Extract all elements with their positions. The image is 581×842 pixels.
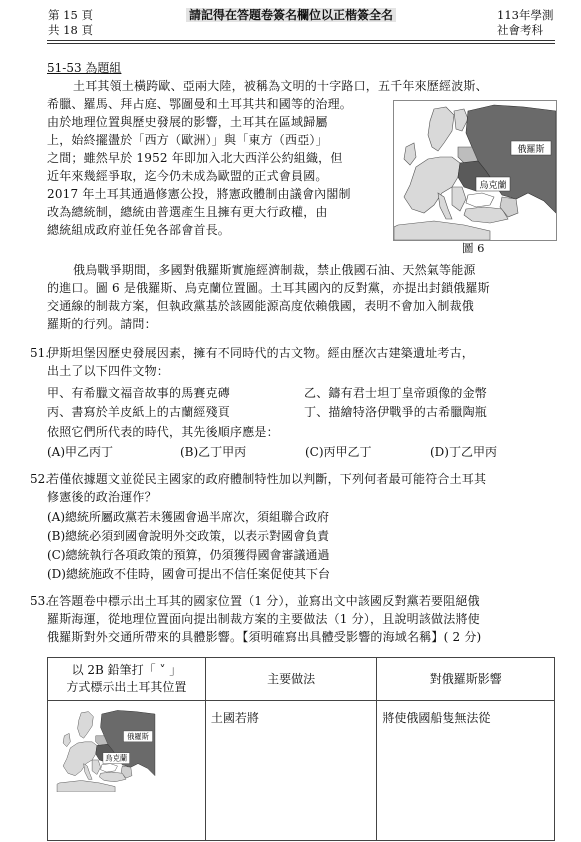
header-rule-top (47, 40, 555, 41)
q51-stem-line-1: 伊斯坦堡因歷史發展因素，擁有不同時代的古文物。經由歷次古建築遺址考古， (47, 346, 475, 360)
answer-cell-impact[interactable] (377, 701, 555, 841)
q53-stem-line-1: 在答題卷中標示出土耳其的國家位置（1 分），並寫出文中該國反對黨若要阻絕俄 (47, 594, 480, 608)
section-title: 51-53 為題組 (47, 61, 122, 75)
answer-map-label-ukraine: 烏克蘭 (105, 753, 128, 763)
q51-stem-line-2: 出土了以下四件文物： (47, 364, 170, 378)
col-header-location (48, 658, 206, 701)
col-header-location-line-1: 以 2B 鉛筆打「 ˅ 」 (71, 663, 182, 677)
intro-line-9: 總統組成政府並任免各部會首長。 (47, 223, 231, 237)
figure-caption: 圖 6 (462, 241, 485, 255)
col-header-location-line-2: 方式標示出土耳其位置 (66, 680, 187, 694)
q52-stem-line-2: 修憲後的政治運作？ (47, 490, 157, 504)
answer-map[interactable] (53, 708, 159, 792)
q53-number: 53. (30, 594, 50, 608)
q52-option-b: (B)總統必須到國會說明外交政策，以表示對國會負責 (47, 529, 330, 543)
q51-option-d: (D)丁乙甲丙 (430, 445, 497, 459)
col-header-method: 主要做法 (205, 658, 377, 701)
intro-line-7: 2017 年土耳其通過修憲公投，將憲政體制由議會內閣制 (47, 187, 351, 201)
intro-line-4: 上，始終擺盪於「西方（歐洲）」與「東方（西亞）」 (47, 133, 328, 147)
intro-line-6: 近年來幾經爭取，迄今仍未成為歐盟的正式會員國。 (47, 169, 328, 183)
answer-table-header-row (48, 658, 555, 701)
intro-line-8: 改為總統制，總統由普選產生且擁有更大行政權，由 (47, 205, 328, 219)
answer-method-text: 土國若將 (210, 711, 259, 725)
q51-number: 51. (30, 346, 50, 360)
page-number: 第 15 頁 (48, 8, 93, 22)
signature-notice-text: 請記得在答題卷簽名欄位以正楷簽全名 (186, 8, 396, 22)
map-label-ukraine: 烏克蘭 (479, 181, 507, 191)
q51-item-d: 丁、描繪特洛伊戰爭的古希臘陶瓶 (304, 405, 488, 419)
signature-notice (150, 8, 432, 22)
col-header-impact: 對俄羅斯影響 (377, 658, 555, 701)
intro2-line-2: 的進口。圖 6 是俄羅斯、烏克蘭位置圖。土耳其國內的反對黨，亦提出封鎖俄羅斯 (47, 281, 490, 295)
q52-option-a: (A)總統所屬政黨若未獲國會過半席次，須組聯合政府 (47, 510, 330, 524)
answer-table (47, 657, 555, 841)
answer-table-body-row (48, 701, 555, 841)
map-label-russia: 俄羅斯 (517, 145, 545, 155)
answer-cell-method[interactable] (205, 701, 377, 841)
exam-subject: 社會考科 (497, 23, 543, 37)
intro-line-5: 之間；雖然早於 1952 年即加入北大西洋公約組織，但 (47, 151, 343, 165)
q51-item-a: 甲、有希臘文福音故事的馬賽克磚 (47, 386, 231, 400)
intro-line-1: 土耳其領土橫跨歐、亞兩大陸，被稱為文明的十字路口，五千年來歷經波斯、 (73, 79, 488, 93)
q51-item-c: 丙、書寫於羊皮紙上的古蘭經殘頁 (47, 405, 231, 419)
exam-year: 113年學測 (497, 8, 554, 22)
page-total: 共 18 頁 (48, 23, 93, 37)
answer-map-label-russia: 俄羅斯 (127, 731, 149, 741)
q53-stem-line-3: 俄羅斯對外交通所帶來的具體影響。【須明確寫出具體受影響的海域名稱】( 2 分) (47, 630, 482, 644)
intro-line-3: 由於地理位置與歷史發展的影響，土耳其在區域歸屬 (47, 115, 328, 129)
q51-prompt: 依照它們所代表的時代，其先後順序應是： (47, 425, 279, 439)
intro2-line-3: 交通線的制裁方案，但執政黨基於該國能源高度依賴俄國，表明不會加入制裁俄 (47, 299, 475, 313)
q51-option-c: (C)丙甲乙丁 (305, 445, 372, 459)
q51-item-b: 乙、鑄有君士坦丁皇帝頭像的金幣 (304, 386, 488, 400)
q52-option-d: (D)總統施政不佳時，國會可提出不信任案促使其下台 (47, 567, 330, 581)
intro2-line-4: 羅斯的行列。請問： (47, 317, 157, 331)
q53-stem-line-2: 羅斯海運，從地理位置面向提出制裁方案的主要做法（1 分），且說明該做法將使 (47, 612, 480, 626)
intro-line-2: 希臘、羅馬、拜占庭、鄂圖曼和土耳其共和國等的治理。 (47, 97, 353, 111)
answer-cell-map[interactable] (48, 701, 206, 841)
q51-option-b: (B)乙丁甲丙 (180, 445, 247, 459)
q51-option-a: (A)甲乙丙丁 (47, 445, 114, 459)
q52-number: 52. (30, 472, 50, 486)
q52-option-c: (C)總統執行各項政策的預算，仍須獲得國會審議通過 (47, 548, 330, 562)
header-rule-bottom (47, 43, 555, 44)
answer-impact-text: 將使俄國船隻無法從 (382, 711, 491, 725)
russia-ukraine-map (393, 100, 557, 241)
intro2-line-1: 俄烏戰爭期間，多國對俄羅斯實施經濟制裁，禁止俄國石油、天然氣等能源 (73, 263, 476, 277)
q52-stem-line-1: 若僅依據題文並從民主國家的政府體制特性加以判斷，下列何者最可能符合土耳其 (47, 472, 487, 486)
